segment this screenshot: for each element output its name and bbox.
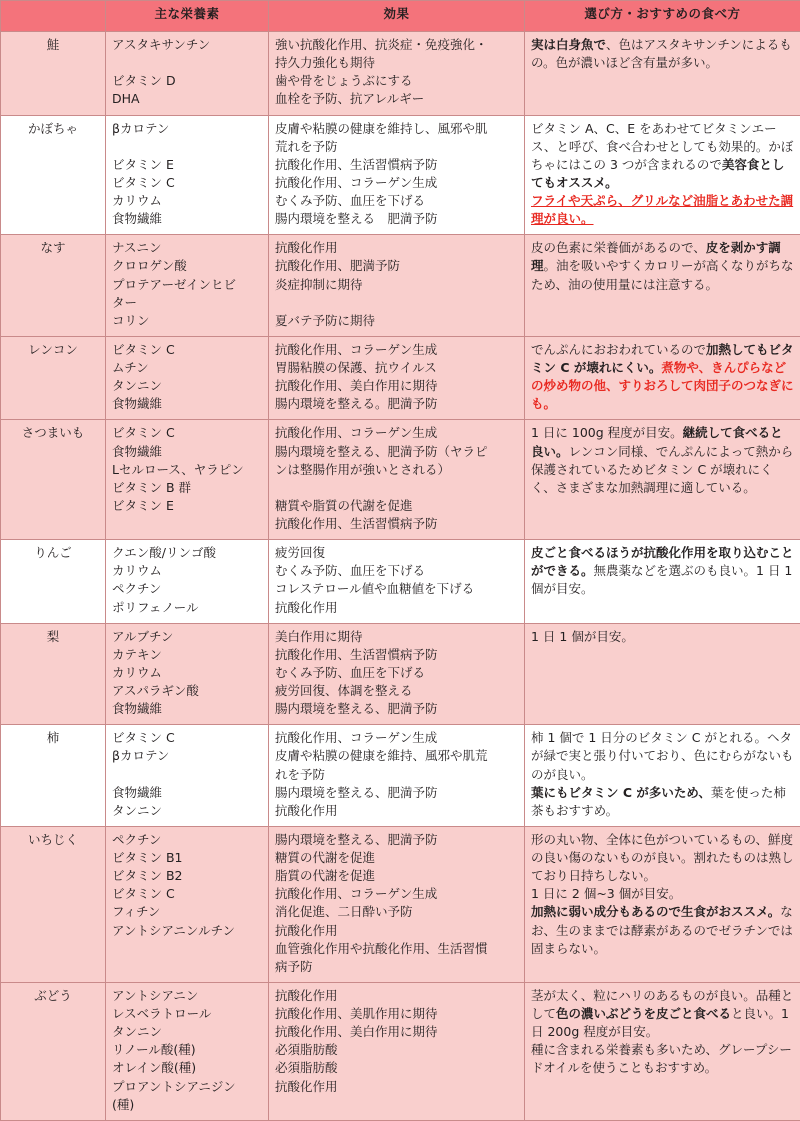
effect-line: 持久力強化も期待 bbox=[275, 54, 518, 72]
effect-line: 強い抗酸化作用、抗炎症・免疫強化・ bbox=[275, 36, 518, 54]
nutrient-line: ビタミン C bbox=[112, 885, 262, 903]
nutrients-cell bbox=[106, 826, 269, 982]
howto-segment: 皮ごと食べるほうが抗酸化作用を取り込むことができる。 bbox=[531, 545, 794, 578]
howto-text bbox=[531, 341, 794, 414]
howto-segment: レンコン同様、でんぷんによって熱から保護されているためビタミン C が壊れにくく、さまざまな加熱調理に適している。 bbox=[531, 444, 793, 495]
nutrients-cell bbox=[106, 32, 269, 116]
nutrient-line: ビタミン C bbox=[112, 424, 262, 442]
nutrient-line: プロアントシアニジン bbox=[112, 1078, 262, 1096]
howto-segment: 煮物や、きんぴらなどの炒め物の他、すりおろして肉団子のつなぎにも。 bbox=[531, 360, 794, 411]
howto-segment: 色の濃いぶどうを皮ごと食べる bbox=[556, 1006, 731, 1021]
nutrient-line: アスパラギン酸 bbox=[112, 682, 262, 700]
nutrient-line: アルブチン bbox=[112, 628, 262, 646]
effect-line bbox=[275, 294, 518, 312]
howto-text bbox=[531, 36, 794, 72]
effect-line: 抗酸化作用 bbox=[275, 599, 518, 617]
howto-segment: でんぷんにおおわれているので bbox=[531, 342, 706, 357]
effect-line: 脂質の代謝を促進 bbox=[275, 867, 518, 885]
howto-segment: 葉にもビタミン C が多いため、 bbox=[531, 785, 711, 800]
row-name-cell: かぼちゃ bbox=[1, 115, 106, 235]
effect-line: 抗酸化作用、コラーゲン生成 bbox=[275, 729, 518, 747]
effect-line: 抗酸化作用、美白作用に期待 bbox=[275, 377, 518, 395]
nutrient-line: コリン bbox=[112, 312, 262, 330]
nutrient-line: 食物繊維 bbox=[112, 395, 262, 413]
table-row bbox=[1, 982, 800, 1120]
effect-line: れを予防 bbox=[275, 766, 518, 784]
nutrients-cell bbox=[106, 336, 269, 420]
effect-line: 血栓を予防、抗アレルギー bbox=[275, 90, 518, 108]
effect-line: 腸内環境を整える、肥満予防 bbox=[275, 831, 518, 849]
howto-segment: 。油を吸いやすくカロリーが高くなりがちなため、油の使用量には注意する。 bbox=[531, 258, 794, 291]
nutrients-cell bbox=[106, 115, 269, 235]
nutrient-line: 食物繊維 bbox=[112, 210, 262, 228]
effects-cell bbox=[269, 115, 525, 235]
howto-segment: 種に含まれる栄養素も多いため、グレープシードオイルを使うこともおすすめ。 bbox=[531, 1042, 792, 1075]
effect-line: 必須脂肪酸 bbox=[275, 1041, 518, 1059]
howto-segment: 柿 1 個で 1 日分のビタミン C がとれる。ヘタが緑で実と張り付いており、色にむらがないものが良い。 bbox=[531, 730, 794, 781]
effect-line: 病予防 bbox=[275, 958, 518, 976]
effect-line: 腸内環境を整える、肥満予防 bbox=[275, 700, 518, 718]
effect-line: 腸内環境を整える。肥満予防 bbox=[275, 395, 518, 413]
effect-line: 消化促進、二日酔い予防 bbox=[275, 903, 518, 921]
effects-cell bbox=[269, 336, 525, 420]
effect-line: 抗酸化作用 bbox=[275, 1078, 518, 1096]
nutrient-line: ビタミン C bbox=[112, 341, 262, 359]
howto-segment: ビタミン A、C、E をあわせてビタミンエース、と呼び、食べ合わせとしても効果的。かぼちゃにはこの 3 つが含まれるので bbox=[531, 121, 793, 172]
effect-line: コレステロール値や血糖値を下げる bbox=[275, 580, 518, 598]
nutrient-line: βカロテン bbox=[112, 120, 262, 138]
row-name-cell: 鮭 bbox=[1, 32, 106, 116]
howto-text bbox=[531, 424, 794, 497]
nutrient-line: クエン酸/リンゴ酸 bbox=[112, 544, 262, 562]
nutrient-line: カテキン bbox=[112, 646, 262, 664]
row-name-cell: りんご bbox=[1, 540, 106, 624]
header-effects: 効果 bbox=[269, 1, 525, 32]
header-nutrients: 主な栄養素 bbox=[106, 1, 269, 32]
effect-line: むくみ予防、血圧を下げる bbox=[275, 192, 518, 210]
howto-segment: 茎が太く、粒にハリのあるものが良い。品種として bbox=[531, 988, 793, 1021]
table-body bbox=[1, 32, 800, 1121]
nutrients-cell bbox=[106, 420, 269, 540]
nutrient-line bbox=[112, 138, 262, 156]
effect-line: 歯や骨をじょうぶにする bbox=[275, 72, 518, 90]
howto-segment: 加熱に弱い成分もあるので生食がおススメ。 bbox=[531, 904, 780, 919]
header-row bbox=[1, 1, 800, 32]
nutrient-line: βカロテン bbox=[112, 747, 262, 765]
table-header bbox=[1, 1, 800, 32]
howto-text bbox=[531, 987, 794, 1078]
effect-line bbox=[275, 479, 518, 497]
effects-cell bbox=[269, 982, 525, 1120]
howto-segment: 継続して食べると良い。 bbox=[531, 425, 783, 458]
howto-text bbox=[531, 120, 794, 229]
nutrient-line: ビタミン E bbox=[112, 156, 262, 174]
nutrient-line: Lセルロース、ヤラピン bbox=[112, 461, 262, 479]
nutrient-line: 食物繊維 bbox=[112, 443, 262, 461]
nutrient-line: タンニン bbox=[112, 377, 262, 395]
row-name-cell: レンコン bbox=[1, 336, 106, 420]
howto-segment: なお、生のままでは酵素があるのでゼラチンでは固まらない。 bbox=[531, 904, 793, 955]
row-name-cell: さつまいも bbox=[1, 420, 106, 540]
effect-line: 荒れを予防 bbox=[275, 138, 518, 156]
howto-text bbox=[531, 831, 794, 958]
nutrient-line: リノール酸(種) bbox=[112, 1041, 262, 1059]
howto-text bbox=[531, 239, 794, 293]
effect-line: むくみ予防、血圧を下げる bbox=[275, 562, 518, 580]
nutrient-line: カリウム bbox=[112, 562, 262, 580]
nutrients-cell bbox=[106, 982, 269, 1120]
row-name-cell: ぶどう bbox=[1, 982, 106, 1120]
nutrient-line: ビタミン B2 bbox=[112, 867, 262, 885]
nutrient-line: ナスニン bbox=[112, 239, 262, 257]
effect-line: 皮膚や粘膜の健康を維持、風邪や肌荒 bbox=[275, 747, 518, 765]
howto-cell bbox=[525, 623, 800, 725]
effect-line: 抗酸化作用、コラーゲン生成 bbox=[275, 341, 518, 359]
effect-line: 抗酸化作用、生活習慣病予防 bbox=[275, 646, 518, 664]
effects-cell bbox=[269, 623, 525, 725]
effect-line: 抗酸化作用、美肌作用に期待 bbox=[275, 1005, 518, 1023]
effect-line: 腸内環境を整える、肥満予防 bbox=[275, 784, 518, 802]
effect-line: 腸内環境を整える、肥満予防（ヤラピ bbox=[275, 443, 518, 461]
nutrient-line: タンニン bbox=[112, 1023, 262, 1041]
howto-cell bbox=[525, 115, 800, 235]
howto-cell bbox=[525, 235, 800, 337]
howto-segment: 実は白身魚で bbox=[531, 37, 606, 52]
effect-line: 抗酸化作用、美白作用に期待 bbox=[275, 1023, 518, 1041]
nutrient-line: アスタキサンチン bbox=[112, 36, 262, 54]
howto-segment: 加熱してもビタミン C が壊れにくい。 bbox=[531, 342, 794, 375]
nutrient-line: レスベラトロール bbox=[112, 1005, 262, 1023]
howto-segment: と良い。1 日 200g 程度が目安。 bbox=[531, 1006, 793, 1039]
nutrient-line: アントシアニンルチン bbox=[112, 922, 262, 940]
effects-cell bbox=[269, 826, 525, 982]
nutrient-line: ペクチン bbox=[112, 831, 262, 849]
howto-text bbox=[531, 628, 794, 646]
nutrient-line: ポリフェノール bbox=[112, 599, 262, 617]
table-row bbox=[1, 32, 800, 116]
nutrient-line bbox=[112, 766, 262, 784]
effect-line: 腸内環境を整える 肥満予防 bbox=[275, 210, 518, 228]
nutrient-line: ビタミン E bbox=[112, 497, 262, 515]
effect-line: 胃腸粘膜の保護、抗ウイルス bbox=[275, 359, 518, 377]
nutrient-line: フィチン bbox=[112, 903, 262, 921]
nutrient-line: ムチン bbox=[112, 359, 262, 377]
howto-cell bbox=[525, 826, 800, 982]
effect-line: 抗酸化作用 bbox=[275, 922, 518, 940]
table-row bbox=[1, 336, 800, 420]
howto-segment: 皮の色素に栄養価があるので、 bbox=[531, 240, 706, 255]
nutrient-line: ビタミン B 群 bbox=[112, 479, 262, 497]
howto-text bbox=[531, 729, 794, 820]
howto-cell bbox=[525, 420, 800, 540]
effect-line: 抗酸化作用 bbox=[275, 239, 518, 257]
howto-cell bbox=[525, 540, 800, 624]
effects-cell bbox=[269, 32, 525, 116]
nutrient-line: 食物繊維 bbox=[112, 700, 262, 718]
effect-line: 抗酸化作用 bbox=[275, 987, 518, 1005]
howto-segment: 葉を使った柿茶もおすすめ。 bbox=[531, 785, 786, 818]
row-name-cell: いちじく bbox=[1, 826, 106, 982]
nutrient-line: オレイン酸(種) bbox=[112, 1059, 262, 1077]
nutrient-line: カリウム bbox=[112, 192, 262, 210]
effect-line: 抗酸化作用、コラーゲン生成 bbox=[275, 424, 518, 442]
effects-cell bbox=[269, 540, 525, 624]
effect-line: 皮膚や粘膜の健康を維持し、風邪や肌 bbox=[275, 120, 518, 138]
howto-segment: 、色はアスタキサンチンによるもの。色が濃いほど含有量が多い。 bbox=[531, 37, 792, 70]
howto-segment: 1 日に 2 個~3 個が目安。 bbox=[531, 886, 681, 901]
howto-cell bbox=[525, 725, 800, 827]
nutrient-line: ビタミン C bbox=[112, 729, 262, 747]
effects-cell bbox=[269, 420, 525, 540]
table-row bbox=[1, 115, 800, 235]
howto-cell bbox=[525, 32, 800, 116]
effect-line: 炎症抑制に期待 bbox=[275, 276, 518, 294]
nutrient-line: ビタミン C bbox=[112, 174, 262, 192]
effect-line: 必須脂肪酸 bbox=[275, 1059, 518, 1077]
table-row bbox=[1, 540, 800, 624]
nutrients-cell bbox=[106, 725, 269, 827]
nutrient-line: (種) bbox=[112, 1096, 262, 1114]
howto-segment: フライや天ぷら、グリルなど油脂とあわせた調理が良い。 bbox=[531, 193, 793, 226]
nutrients-cell bbox=[106, 623, 269, 725]
howto-segment: 美容食としてもオススメ。 bbox=[531, 157, 784, 190]
howto-segment: 無農薬などを選ぶのも良い。1 日 1 個が目安。 bbox=[531, 563, 796, 596]
howto-cell bbox=[525, 982, 800, 1120]
effect-line: 抗酸化作用、肥満予防 bbox=[275, 257, 518, 275]
nutrient-line: 食物繊維 bbox=[112, 784, 262, 802]
row-name-cell: 梨 bbox=[1, 623, 106, 725]
effect-line: 血管強化作用や抗酸化作用、生活習慣 bbox=[275, 940, 518, 958]
effects-cell bbox=[269, 235, 525, 337]
row-name-cell: 柿 bbox=[1, 725, 106, 827]
effect-line: 疲労回復 bbox=[275, 544, 518, 562]
howto-segment: 1 日 1 個が目安。 bbox=[531, 629, 634, 644]
howto-segment: 形の丸い物、全体に色がついているもの、鮮度の良い傷のないものが良い。割れたものは熟しており日持ちしない。 bbox=[531, 832, 794, 883]
howto-segment: 1 日に 100g 程度が目安。 bbox=[531, 425, 683, 440]
nutrient-line: アントシアニン bbox=[112, 987, 262, 1005]
nutrient-line bbox=[112, 54, 262, 72]
effect-line: 夏バテ予防に期待 bbox=[275, 312, 518, 330]
effects-cell bbox=[269, 725, 525, 827]
effect-line: 抗酸化作用、生活習慣病予防 bbox=[275, 156, 518, 174]
howto-segment: 皮を剥かす調理 bbox=[531, 240, 781, 273]
effect-line: むくみ予防、血圧を下げる bbox=[275, 664, 518, 682]
nutrient-line: クロロゲン酸 bbox=[112, 257, 262, 275]
effect-line: 抗酸化作用 bbox=[275, 802, 518, 820]
howto-text bbox=[531, 544, 794, 598]
nutrients-cell bbox=[106, 235, 269, 337]
effect-line: 抗酸化作用、生活習慣病予防 bbox=[275, 515, 518, 533]
nutrient-line: タンニン bbox=[112, 802, 262, 820]
effect-line: 糖質や脂質の代謝を促進 bbox=[275, 497, 518, 515]
effect-line: 抗酸化作用、コラーゲン生成 bbox=[275, 174, 518, 192]
nutrient-line: カリウム bbox=[112, 664, 262, 682]
row-name-cell: なす bbox=[1, 235, 106, 337]
nutrient-line: ビタミン D bbox=[112, 72, 262, 90]
table-row bbox=[1, 725, 800, 827]
effect-line: 抗酸化作用、コラーゲン生成 bbox=[275, 885, 518, 903]
table-row bbox=[1, 235, 800, 337]
table-row bbox=[1, 826, 800, 982]
nutrient-line: ペクチン bbox=[112, 580, 262, 598]
howto-cell bbox=[525, 336, 800, 420]
header-howto: 選び方・おすすめの食べ方 bbox=[525, 1, 800, 32]
effect-line: 疲労回復、体調を整える bbox=[275, 682, 518, 700]
effect-line: 美白作用に期待 bbox=[275, 628, 518, 646]
nutrient-line: ビタミン B1 bbox=[112, 849, 262, 867]
nutrient-line: DHA bbox=[112, 90, 262, 108]
nutrients-cell bbox=[106, 540, 269, 624]
nutrient-line: プロテアーゼインヒビ bbox=[112, 276, 262, 294]
nutrient-line: ター bbox=[112, 294, 262, 312]
table-row bbox=[1, 623, 800, 725]
effect-line: ンは整腸作用が強いとされる） bbox=[275, 461, 518, 479]
table-row bbox=[1, 420, 800, 540]
effect-line: 糖質の代謝を促進 bbox=[275, 849, 518, 867]
header-corner bbox=[1, 1, 106, 32]
